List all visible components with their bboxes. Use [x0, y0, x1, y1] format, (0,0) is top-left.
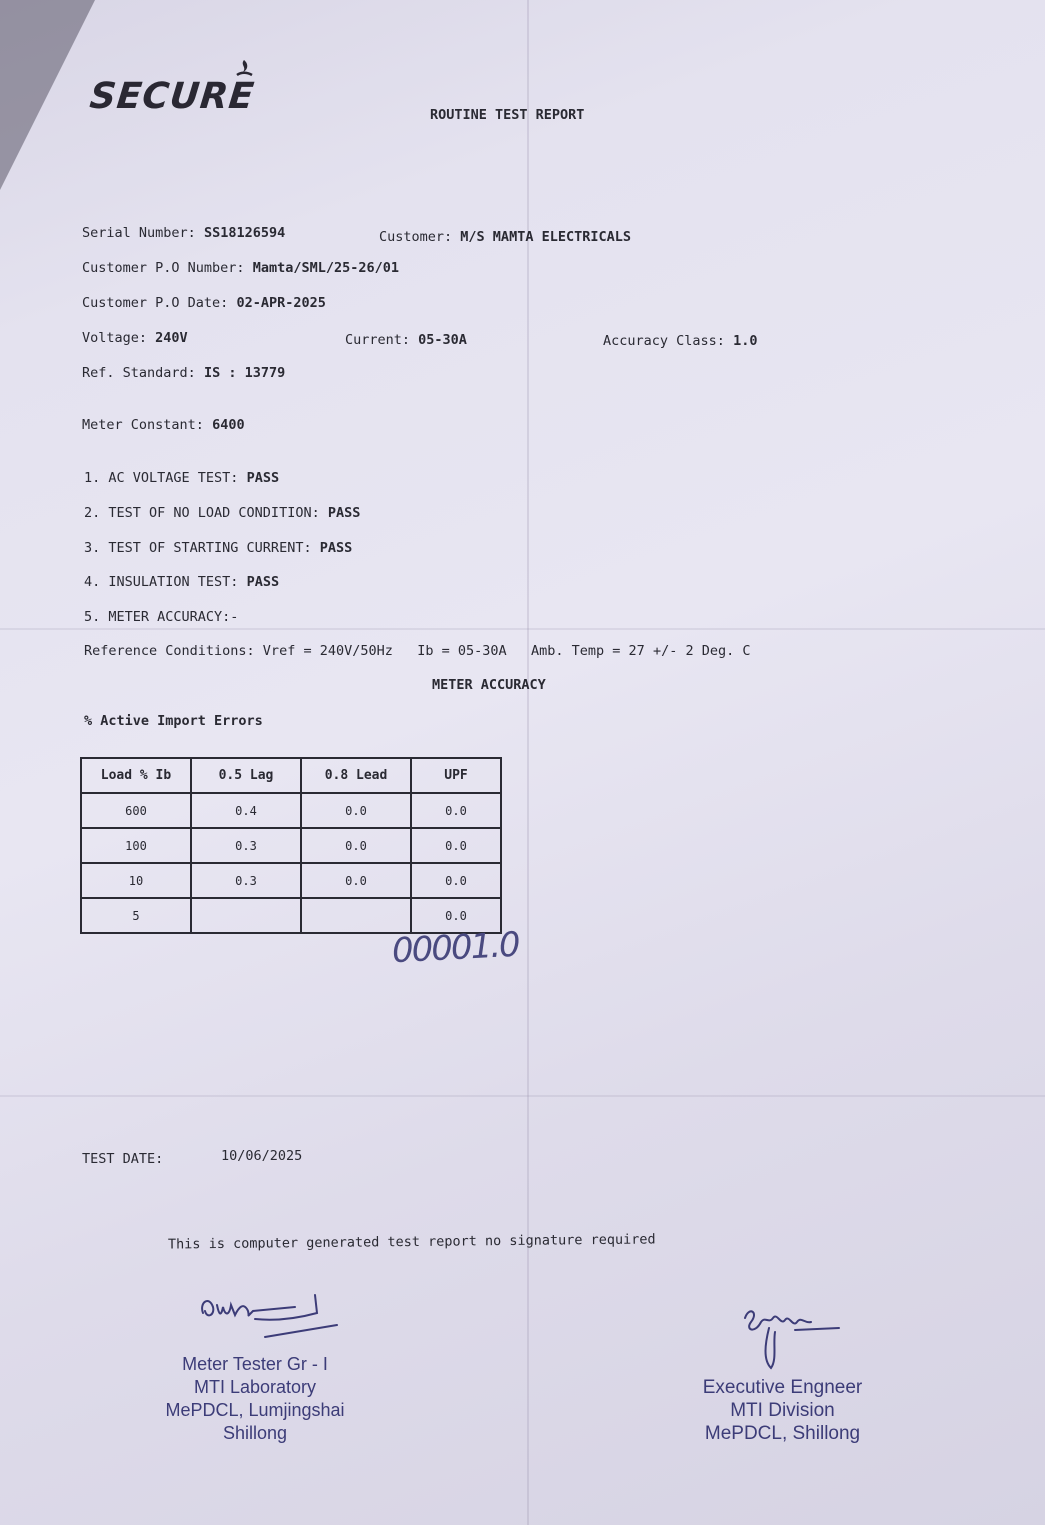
table-cell: 600	[81, 793, 191, 828]
customer-value: M/S MAMTA ELECTRICALS	[460, 229, 631, 245]
logo-flame-icon	[233, 58, 255, 80]
column-header: UPF	[411, 758, 501, 793]
test-label: 2. TEST OF NO LOAD CONDITION:	[84, 505, 320, 521]
reference-conditions: Reference Conditions: Vref = 240V/50Hz Ib = 05-30A Amb. Temp = 27 +/- 2 Deg. C	[84, 643, 751, 659]
test-item	[84, 470, 279, 486]
engineer-stamp	[690, 1376, 875, 1445]
customer-label: Customer:	[379, 229, 453, 245]
test-date-value: 10/06/2025	[221, 1148, 303, 1164]
table-cell: 0.0	[411, 863, 501, 898]
test-item	[84, 540, 352, 556]
meter-constant-value: 6400	[212, 417, 245, 433]
serial-value: SS18126594	[203, 225, 286, 241]
report-title: ROUTINE TEST REPORT	[430, 107, 585, 123]
po-date-label: Customer P.O Date:	[82, 295, 229, 311]
current-row	[345, 332, 467, 348]
test-label: 5. METER ACCURACY:-	[84, 609, 239, 625]
engineer-signature-icon	[735, 1298, 850, 1373]
test-label: 4. INSULATION TEST:	[84, 574, 239, 590]
stamp-line: Shillong	[222, 1423, 288, 1443]
accuracy-subtitle: % Active Import Errors	[84, 713, 263, 729]
ref-standard-row	[82, 365, 285, 381]
table-cell: 0.3	[191, 828, 301, 863]
test-result: PASS	[327, 505, 361, 521]
table-cell: 0.0	[411, 898, 501, 933]
stamp-line: MePDCL, Shillong	[704, 1423, 861, 1444]
company-logo: SECURE	[87, 76, 257, 117]
accuracy-class-row	[603, 333, 757, 349]
accuracy-class-label: Accuracy Class:	[603, 333, 725, 349]
stamp-line: MePDCL, Lumjingshai	[165, 1400, 345, 1420]
computer-generated-note: This is computer generated test report no signature required	[167, 1231, 656, 1253]
table-cell: 5	[81, 898, 191, 933]
po-number-row	[82, 260, 399, 276]
table-row	[81, 863, 501, 898]
table-cell	[191, 898, 301, 933]
tester-signature-icon	[195, 1285, 345, 1345]
table-row	[81, 828, 501, 863]
test-label: 1. AC VOLTAGE TEST:	[84, 470, 239, 486]
stamp-line: MTI Laboratory	[193, 1377, 317, 1397]
column-header: Load % Ib	[81, 758, 191, 793]
ref-standard-label: Ref. Standard:	[82, 365, 196, 381]
po-number-label: Customer P.O Number:	[82, 260, 245, 276]
accuracy-class-value: 1.0	[733, 333, 758, 349]
column-header: 0.5 Lag	[191, 758, 301, 793]
table-row	[81, 793, 501, 828]
table-cell: 0.4	[191, 793, 301, 828]
current-value: 05-30A	[418, 332, 467, 348]
test-item	[84, 574, 279, 590]
table-row	[81, 898, 501, 933]
test-date-label: TEST DATE:	[82, 1151, 164, 1167]
table-cell: 0.0	[411, 828, 501, 863]
ref-standard-value: IS : 13779	[203, 365, 286, 381]
test-label: 3. TEST OF STARTING CURRENT:	[84, 540, 312, 556]
table-cell: 0.3	[191, 863, 301, 898]
po-number-value: Mamta/SML/25-26/01	[252, 260, 400, 276]
page-corner-shadow	[0, 0, 95, 190]
accuracy-section-title: METER ACCURACY	[432, 677, 546, 693]
test-item	[84, 505, 360, 521]
table-cell: 0.0	[301, 863, 411, 898]
stamp-line: MTI Division	[730, 1400, 835, 1421]
meter-constant-row	[82, 417, 245, 433]
stamp-line: Meter Tester Gr - I	[182, 1354, 328, 1374]
meter-constant-label: Meter Constant:	[82, 417, 204, 433]
table-cell: 0.0	[301, 793, 411, 828]
current-label: Current:	[345, 332, 411, 348]
table-header-row	[81, 758, 501, 793]
po-date-value: 02-APR-2025	[236, 295, 326, 311]
test-item	[84, 609, 238, 625]
table-cell: 0.0	[411, 793, 501, 828]
column-header: 0.8 Lead	[301, 758, 411, 793]
po-date-row	[82, 295, 326, 311]
test-result: PASS	[319, 540, 353, 556]
handwritten-reading: 00001.0	[391, 924, 520, 972]
voltage-row	[82, 330, 188, 346]
customer-row	[379, 229, 631, 245]
table-cell: 100	[81, 828, 191, 863]
table-cell: 10	[81, 863, 191, 898]
table-cell: 0.0	[301, 828, 411, 863]
voltage-value: 240V	[155, 330, 188, 346]
stamp-line: Executive Engneer	[702, 1377, 863, 1398]
table-cell	[301, 898, 411, 933]
fold-line	[0, 628, 1045, 630]
fold-line	[0, 1095, 1045, 1097]
test-result: PASS	[246, 574, 280, 590]
tester-stamp	[150, 1353, 360, 1445]
serial-number-row	[82, 225, 285, 241]
voltage-label: Voltage:	[82, 330, 148, 346]
test-result: PASS	[246, 470, 280, 486]
serial-label: Serial Number:	[82, 225, 196, 241]
accuracy-table	[80, 757, 502, 934]
